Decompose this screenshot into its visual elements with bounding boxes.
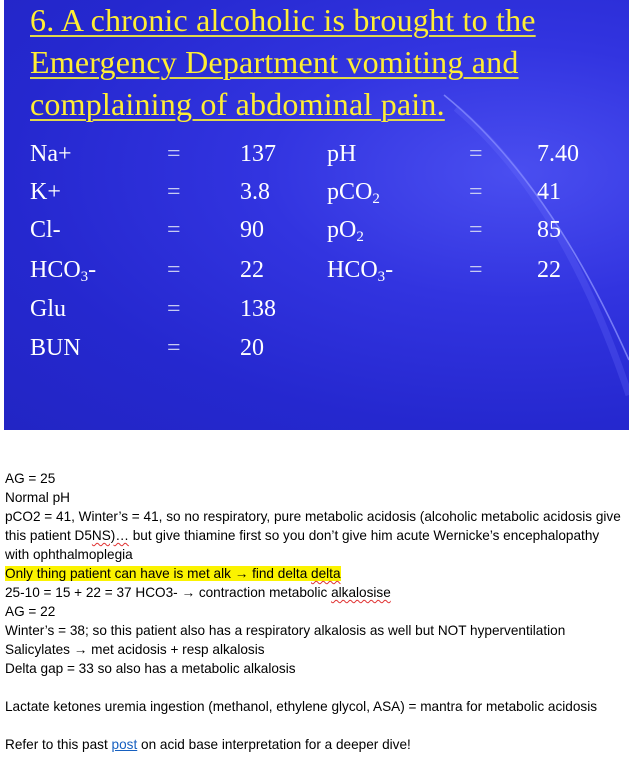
equals-sign: = xyxy=(469,179,483,205)
post-link[interactable]: post xyxy=(111,737,138,752)
slide-title: 6. A chronic alcoholic is brought to the Emergency Department vomiting and complaining of abdominal pain. xyxy=(30,2,536,122)
lab-name-po2: $pO_2$ xyxy=(327,217,364,245)
explanation-notes xyxy=(5,469,627,754)
equals-sign: = xyxy=(167,296,181,322)
blank-line xyxy=(5,678,627,697)
note-salicylates: Salicylates → met acidosis + resp alkalosis xyxy=(5,642,265,657)
lab-value-glu: 138 xyxy=(240,296,276,322)
lab-value-po2: 85 xyxy=(537,217,561,243)
equals-sign: = xyxy=(167,141,181,167)
lab-name-k: K+ xyxy=(30,179,61,205)
lecture-slide xyxy=(4,0,629,430)
lab-name-hco3: $HCO_3-$ xyxy=(30,257,97,285)
equals-sign: = xyxy=(167,179,181,205)
lab-name-ph: pH xyxy=(327,141,357,167)
equals-sign: = xyxy=(469,257,483,283)
lab-name-glu: Glu xyxy=(30,296,66,322)
note-delta-gap: Delta gap = 33 so also has a metabolic alkalosis xyxy=(5,661,296,676)
lab-name-na: Na+ xyxy=(30,141,72,167)
lab-value-hco3-abg: 22 xyxy=(537,257,561,283)
note-ag-2: AG = 22 xyxy=(5,604,56,619)
note-ag: AG = 25 xyxy=(5,471,56,486)
note-winters: pCO2 = 41, Winter’s = 41, so no respiratory, pure metabolic acidosis (alcoholic metabolic acidosis give this patient D5NS)… but give thiamine first so you don’t give him acute Wernicke’s encephalopathy with ophthalmoplegia xyxy=(5,509,621,562)
note-contraction: 25-10 = 15 + 22 = 37 HCO3- → contraction metabolic alkalosise xyxy=(5,585,391,600)
lab-value-cl: 90 xyxy=(240,217,264,243)
note-normal-ph: Normal pH xyxy=(5,490,70,505)
blank-line xyxy=(5,716,627,735)
lab-name-bun: BUN xyxy=(30,335,81,361)
lab-value-k: 3.8 xyxy=(240,179,270,205)
lab-value-bun: 20 xyxy=(240,335,264,361)
note-refer: Refer to this past post on acid base interpretation for a deeper dive! xyxy=(5,737,411,752)
lab-name-pco2: pCO$_2$ xyxy=(327,179,380,207)
lab-name-cl: Cl- xyxy=(30,217,61,243)
lab-value-na: 137 xyxy=(240,141,276,167)
highlighted-text: Only thing patient can have is met alk → find delta delta xyxy=(5,566,341,581)
note-met-alk xyxy=(5,564,627,583)
equals-sign: = xyxy=(469,141,483,167)
lab-value-hco3: 22 xyxy=(240,257,264,283)
lab-name-hco3-abg: $HCO_3-$ xyxy=(327,257,394,285)
equals-sign: = xyxy=(167,335,181,361)
equals-sign: = xyxy=(167,257,181,283)
lab-value-pco2: 41 xyxy=(537,179,561,205)
note-mantra: Lactate ketones uremia ingestion (methanol, ethylene glycol, ASA) = mantra for metabolic acidosis xyxy=(5,699,598,714)
equals-sign: = xyxy=(167,217,181,243)
note-winters-2: Winter’s = 38; so this patient also has a respiratory alkalosis as well but NOT hyperventilation xyxy=(5,623,566,638)
equals-sign: = xyxy=(469,217,483,243)
lab-value-ph: 7.40 xyxy=(537,141,579,167)
